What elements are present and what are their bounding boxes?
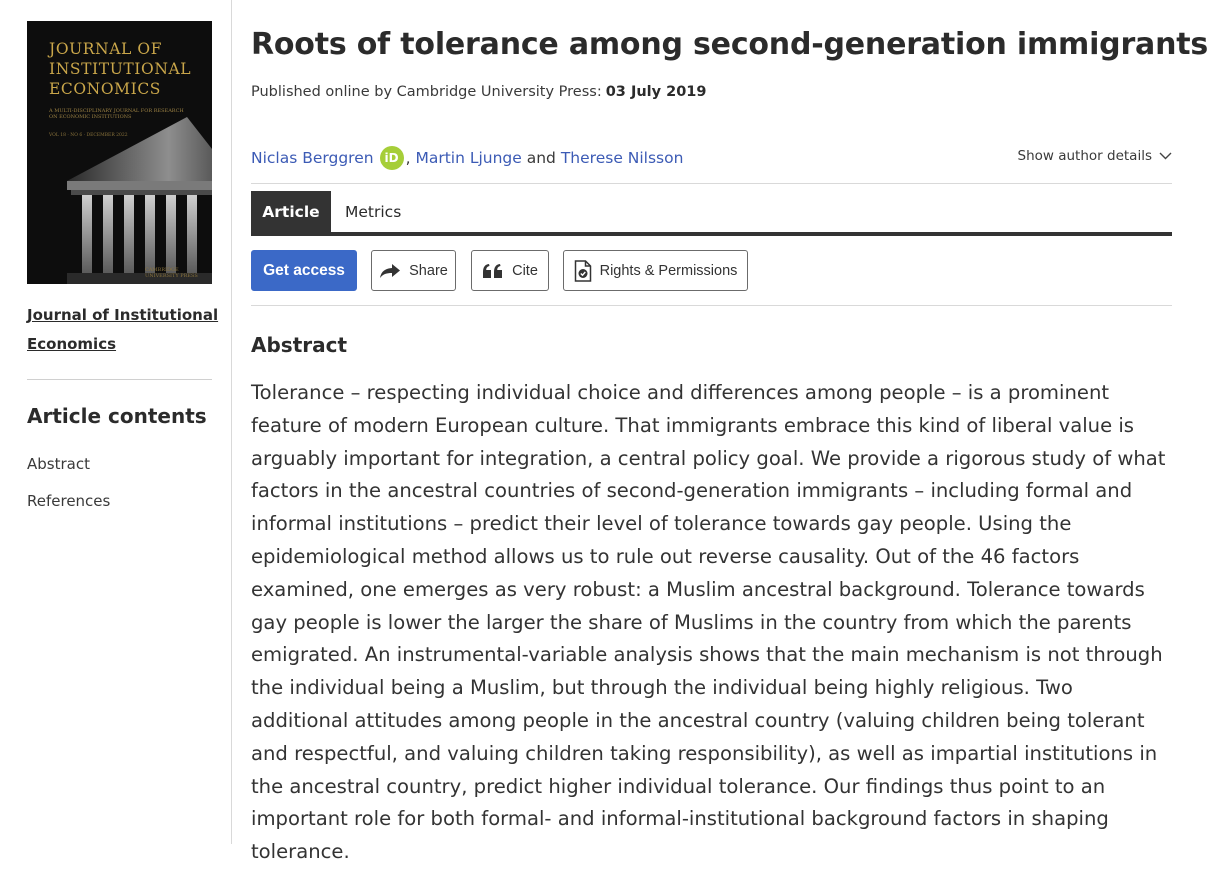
show-author-details-toggle[interactable] xyxy=(1018,148,1172,164)
sidebar-divider xyxy=(27,379,212,380)
rights-document-icon xyxy=(574,260,592,282)
orcid-icon[interactable]: iD xyxy=(380,146,404,170)
abstract-text: Tolerance – respecting individual choice and differences among people – is a prominent feature of modern European culture. That immigrants embrace this kind of liberal value is arguably important for integration, a central policy goal. We provide a rigorous study of what factors in the ancestral countries of second-generation immigrants – including formal and informal institutions – predict their level of tolerance towards gay people. Using the epidemiological method allows us to rule out reverse causality. Out of the 46 factors examined, one emerges as very robust: a Muslim ancestral background. Tolerance towards gay people is lower the larger the share of Muslims in the country from which the parents emigrated. An instrumental-variable analysis shows that the main mechanism is not through the individual being a Muslim, but through the individual being highly religious. Two additional attitudes among people in the ancestral country (valuing children being tolerant and respectful, and valuing children taking responsibility), as well as impartial institutions in the ancestral country, predict higher individual tolerance. Our findings thus point to an important role for both formal- and informal-institutional background factors in shaping tolerance. xyxy=(251,381,1166,864)
rights-label: Rights & Permissions xyxy=(599,262,738,279)
tab-bar-underline xyxy=(251,232,1172,236)
chevron-down-icon xyxy=(1159,152,1172,160)
sidebar xyxy=(0,0,232,844)
journal-link[interactable]: Journal of Institutional Economics xyxy=(27,306,219,353)
contents-item-references[interactable]: References xyxy=(27,492,111,510)
quote-icon xyxy=(482,263,504,279)
tab-article[interactable]: Article xyxy=(251,191,331,233)
published-line xyxy=(251,84,707,100)
cover-publisher: CAMBRIDGE UNIVERSITY PRESS xyxy=(145,267,198,279)
cover-subtitle: A MULTI-DISCIPLINARY JOURNAL FOR RESEARCH ON ECONOMIC INSTITUTIONS xyxy=(49,108,184,120)
tab-metrics[interactable]: Metrics xyxy=(345,203,402,221)
abstract-heading: Abstract xyxy=(251,333,348,357)
author-link-ljunge[interactable]: Martin Ljunge xyxy=(415,149,522,167)
author-link-nilsson[interactable]: Therese Nilsson xyxy=(560,149,684,167)
show-author-details-label: Show author details xyxy=(1017,148,1152,164)
rights-permissions-button[interactable] xyxy=(563,250,748,291)
article-title: Roots of tolerance among second-generation immigrants xyxy=(251,27,1208,62)
share-button[interactable] xyxy=(371,250,456,291)
author-separator-and: and xyxy=(526,149,556,167)
published-prefix: Published online by Cambridge University Press: xyxy=(251,84,602,100)
get-access-button[interactable]: Get access xyxy=(251,250,357,291)
author-list xyxy=(251,146,683,170)
cite-button[interactable] xyxy=(471,250,549,291)
author-link-berggren[interactable]: Niclas Berggren xyxy=(251,149,374,167)
published-date: 03 July 2019 xyxy=(605,84,707,100)
contents-item-abstract[interactable]: Abstract xyxy=(27,455,90,473)
author-separator: , xyxy=(405,149,411,167)
cover-journal-title: JOURNAL OF INSTITUTIONAL ECONOMICS xyxy=(49,40,192,98)
divider xyxy=(251,305,1172,306)
share-label: Share xyxy=(409,262,448,279)
cover-volume: VOL 18 · NO 6 · DECEMBER 2022 xyxy=(49,133,128,138)
divider xyxy=(251,183,1172,184)
cite-label: Cite xyxy=(512,262,538,279)
article-contents-heading: Article contents xyxy=(27,404,207,428)
share-arrow-icon xyxy=(379,263,401,279)
journal-cover-image[interactable] xyxy=(27,21,212,284)
